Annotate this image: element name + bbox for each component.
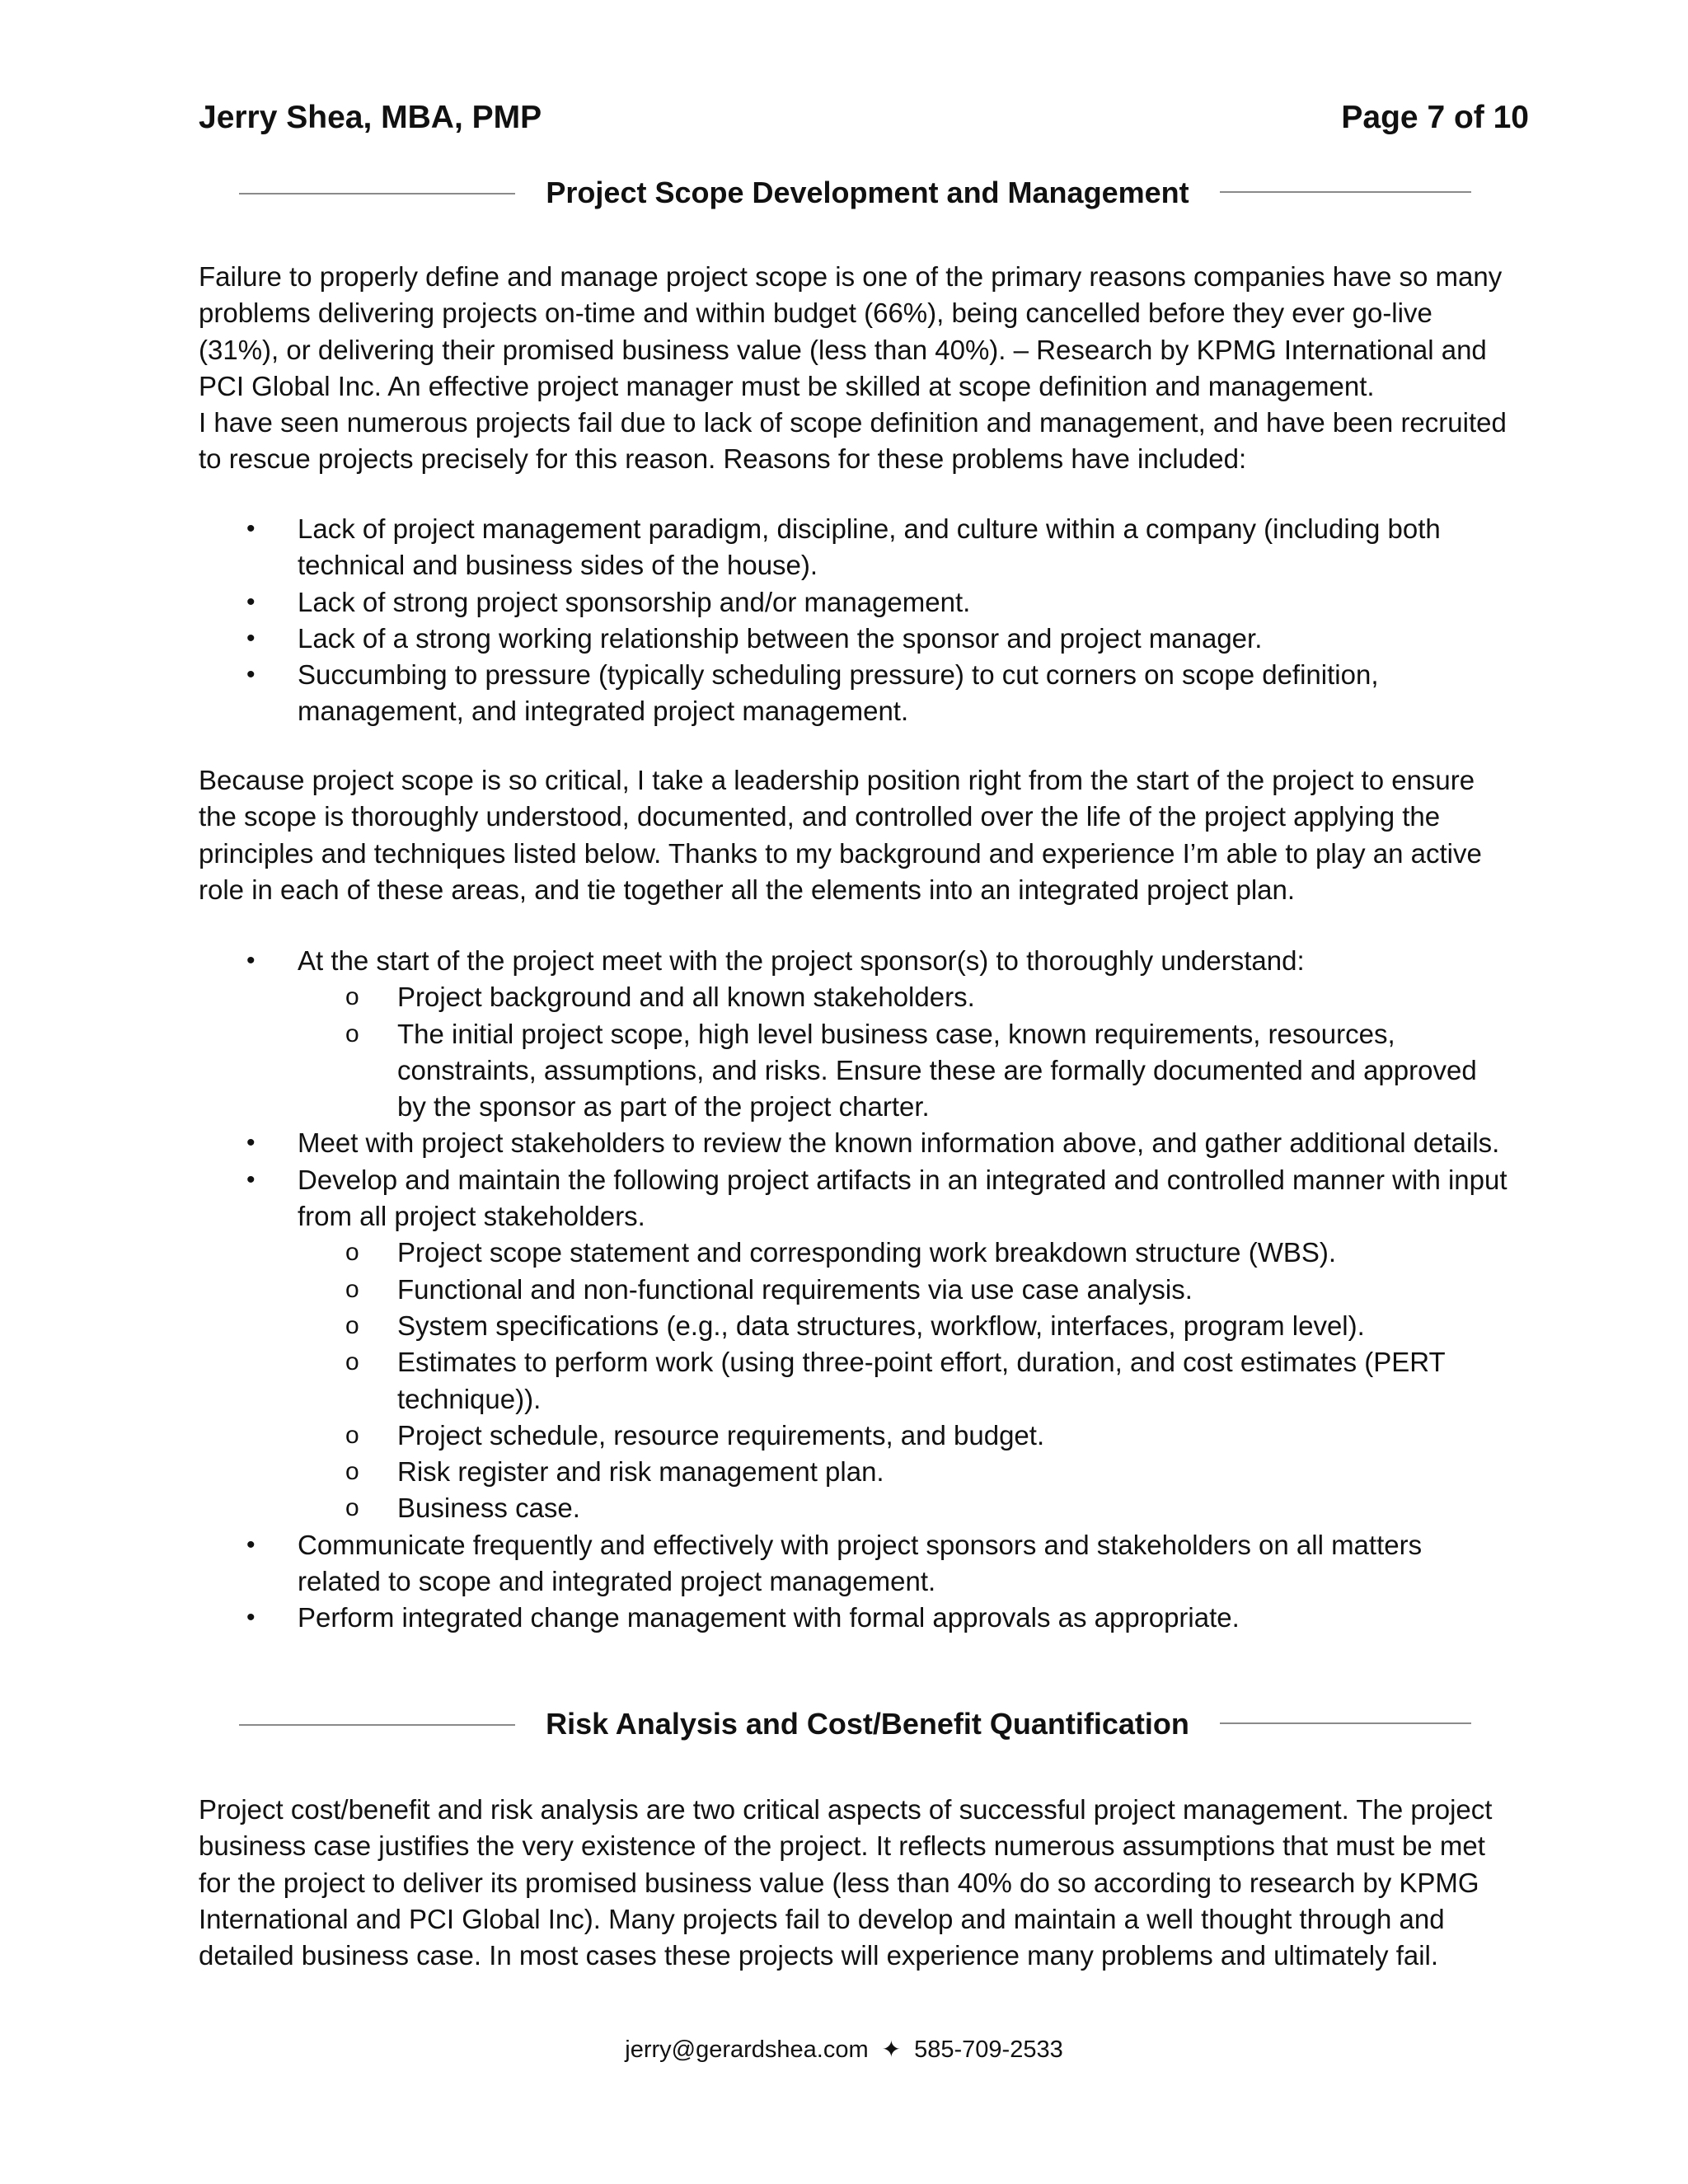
page-number: Page 7 of 10 — [1341, 100, 1529, 135]
scope-approach-paragraph: Because project scope is so critical, I take a leadership position right from the start of the project to ensure the scope is thoroughly understood, documented, and controlled over the life of the project applying the principles and techniques listed below. Thanks to my background and experience I’m able to play an active role in each of these areas, and tie together all the elements into an integrated project plan. — [199, 765, 1482, 905]
sub-bullet-item — [199, 1016, 1534, 1126]
sub-bullet-item — [199, 1454, 1534, 1490]
contact-footer — [0, 2034, 1688, 2065]
circle-bullet-icon: o — [345, 1348, 359, 1376]
circle-bullet-icon: o — [345, 1458, 359, 1486]
heading-rule-right — [1220, 1722, 1471, 1724]
sub-bullet-item — [199, 1308, 1534, 1344]
circle-bullet-icon: o — [345, 1421, 359, 1449]
star-separator-icon: ✦ — [881, 2036, 902, 2062]
bullet-item — [199, 943, 1534, 979]
bullet-text: Business case. — [397, 1493, 580, 1524]
bullet-item — [199, 1162, 1534, 1235]
bullet-item — [199, 511, 1534, 584]
bullet-text: Lack of a strong working relationship between the sponsor and project manager. — [298, 622, 1263, 654]
circle-bullet-icon: o — [345, 1275, 359, 1303]
sub-bullet-item — [199, 1490, 1534, 1526]
bullet-item — [199, 584, 1534, 621]
bullet-text: Meet with project stakeholders to review the known information above, and gather additional details. — [298, 1127, 1500, 1159]
footer-email[interactable]: jerry@gerardshea.com — [625, 2036, 869, 2063]
section-heading-risk — [239, 1704, 1471, 1744]
circle-bullet-icon: o — [345, 1311, 359, 1339]
bullet-icon: • — [246, 1530, 256, 1558]
bullet-text: Project scope statement and corresponding work breakdown structure (WBS). — [397, 1237, 1337, 1268]
bullet-text: Develop and maintain the following project artifacts in an integrated and controlled manner with input from all project stakeholders. — [298, 1164, 1507, 1232]
bullet-text: Project background and all known stakeholders. — [397, 982, 975, 1013]
sub-bullet-item — [199, 1235, 1534, 1271]
principles-list — [199, 943, 1534, 1637]
circle-bullet-icon: o — [345, 1019, 359, 1047]
bullet-icon: • — [246, 1165, 256, 1193]
heading-rule-right — [1220, 191, 1471, 193]
bullet-icon: • — [246, 588, 256, 616]
bullet-icon: • — [246, 1129, 256, 1157]
bullet-icon: • — [246, 661, 256, 689]
footer-phone: 585-709-2533 — [914, 2036, 1063, 2063]
circle-bullet-icon: o — [345, 1494, 359, 1522]
bullet-item — [199, 1527, 1534, 1601]
circle-bullet-icon: o — [345, 1239, 359, 1267]
bullet-text: System specifications (e.g., data structures, workflow, interfaces, program level). — [397, 1310, 1365, 1341]
section-title-scope: Project Scope Development and Management — [546, 176, 1189, 209]
bullet-text: Functional and non-functional requirements via use case analysis. — [397, 1273, 1193, 1305]
bullet-text: Perform integrated change management with formal approvals as appropriate. — [298, 1602, 1240, 1633]
section-heading-scope — [239, 173, 1471, 213]
bullet-text: Project schedule, resource requirements, and budget. — [397, 1419, 1045, 1451]
risk-intro-paragraph: Project cost/benefit and risk analysis are two critical aspects of successful project management. The project business case justifies the very existence of the project. It reflects numerous assumptions that must be met for the project to deliver its promised business value (less than 40% do so according to research by KPMG International and PCI Global Inc). Many projects fail to develop and maintain a well thought through and detailed business case. In most cases these projects will experience many problems and ultimately fail. — [199, 1794, 1493, 1971]
bullet-icon: • — [246, 624, 256, 652]
bullet-text: Lack of project management paradigm, discipline, and culture within a company (including both technical and business sides of the house). — [298, 513, 1441, 581]
bullet-text: The initial project scope, high level business case, known requirements, resources, constraints, assumptions, and risks. Ensure these are formally documented and approved by the sponsor as part of the project charter. — [397, 1018, 1477, 1122]
bullet-text: Communicate frequently and effectively with project sponsors and stakeholders on all matters related to scope and integrated project management. — [298, 1529, 1423, 1597]
bullet-text: Lack of strong project sponsorship and/or management. — [298, 586, 971, 617]
section-title-risk: Risk Analysis and Cost/Benefit Quantification — [546, 1707, 1189, 1741]
heading-rule-left — [239, 193, 515, 194]
sub-bullet-item — [199, 1344, 1534, 1418]
bullet-text: Risk register and risk management plan. — [397, 1456, 884, 1488]
bullet-text: Succumbing to pressure (typically scheduling pressure) to cut corners on scope definition, management, and integrated project management. — [298, 659, 1379, 727]
scope-intro-paragraph: Failure to properly define and manage project scope is one of the primary reasons companies have so many problems delivering projects on-time and within budget (66%), being cancelled before they ever go-live (31%), or delivering their promised business value (less than 40%). – Research by KPMG International and PCI Global Inc. An effective project manager must be skilled at scope definition and management. I have seen numerous projects fail due to lack of scope definition and management, and have been recruited to rescue projects precisely for this reason. Reasons for these problems have included: — [199, 261, 1507, 475]
sub-bullet-item — [199, 1418, 1534, 1454]
bullet-text: Estimates to perform work (using three-point effort, duration, and cost estimates (PERT technique)). — [397, 1347, 1446, 1414]
sub-bullet-item — [199, 979, 1534, 1015]
bullet-icon: • — [246, 947, 256, 974]
bullet-item — [199, 1125, 1534, 1161]
bullet-icon: • — [246, 515, 256, 542]
bullet-item — [199, 1600, 1534, 1636]
sub-bullet-item — [199, 1272, 1534, 1308]
bullet-item — [199, 621, 1534, 657]
bullet-item — [199, 657, 1534, 730]
reasons-list — [199, 511, 1534, 730]
bullet-text: At the start of the project meet with the project sponsor(s) to thoroughly understand: — [298, 945, 1305, 976]
heading-rule-left — [239, 1724, 515, 1726]
circle-bullet-icon: o — [345, 983, 359, 1011]
bullet-icon: • — [246, 1604, 256, 1632]
author-name: Jerry Shea, MBA, PMP — [199, 100, 542, 135]
